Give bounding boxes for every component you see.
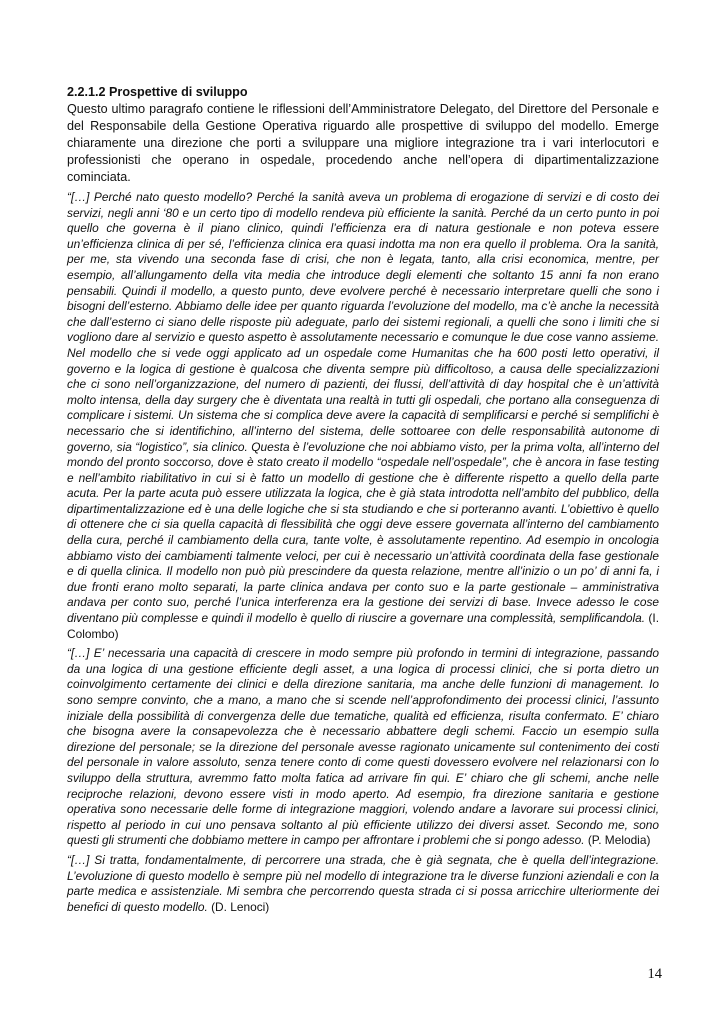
quote-colombo — [67, 190, 659, 642]
quote-melodia — [67, 646, 659, 849]
quote-text: “[…] Si tratta, fondamentalmente, di percorrere una strada, che è già segnata, che è quella dell’integrazione. L’evoluzione di questo modello è sempre più nel modello di integrazione tra le diverse funzioni aziendali e con la parte medica e assistenziale. Mi sembra che percorrendo questa strada ci si possa arricchire ulteriormente dei benefici di questo modello. — [67, 852, 659, 914]
quote-text: “[…] E’ necessaria una capacità di crescere in modo sempre più profondo in termini di integrazione, passando da una logica di una gestione efficiente degli asset, a una logica di processi clinici, che si porta dietro un coinvolgimento certamente dei clinici e della direzione sanitaria, ma anche delle funzioni di management. Io sono sempre convinto, che a mano, a mano che si scende nell’approfondimento dei processi clinici, l’assunto iniziale della possibilità di convergenza delle due tematiche, qualità ed efficienza, risulta confermato. E’ chiaro che bisogna avere la consapevolezza che è necessario abbattere degli schemi. Faccio un esempio sulla direzione del personale; se la direzione del personale avesse ragionato unicamente sul contenimento dei costi del personale in valore assoluto, senza tenere conto di come questi dovessero evolvere nel relazionarsi con lo sviluppo della struttura, avremmo fatto molta fatica ad arrivare fin qui. E’ chiaro che gli schemi, anche nelle reciproche relazioni, devono essere visti in modo aperto. Ad esempio, fra direzione sanitaria e gestione operativa sono necessarie delle forme di integrazione maggiori, volendo andare a lavorare sui processi clinici, rispetto al periodo in cui uno pensava soltanto al più efficiente utilizzo dei diversi asset. Secondo me, sono questi gli strumenti che dobbiamo mettere in campo per affrontare i problemi che si pongo adesso. — [67, 646, 659, 848]
intro-paragraph: Questo ultimo paragrafo contiene le riflessioni dell’Amministratore Delegato, del Direttore del Personale e del Responsabile della Gestione Operativa riguardo alle prospettive di sviluppo del modello. Emerge chiaramente una direzione che porti a sviluppare una migliore integrazione tra i vari interlocutori e professionisti che operano in ospedale, procedendo anche nell’opera di dipartimentalizzazione cominciata. — [67, 102, 659, 184]
page-content — [67, 84, 659, 919]
quote-lenoci — [67, 853, 659, 915]
quote-attribution: (D. Lenoci) — [207, 899, 270, 914]
quote-text: “[…] Perché nato questo modello? Perché la sanità aveva un problema di erogazione di servizi e di costo dei servizi, negli anni ‘80 e un certo tipo di modello rendeva più efficiente la sanità. Perché da un certo punto in poi quello che governa è il piano clinico, quindi l’efficienza era di natura gestionale e non poteva essere un’efficienza clinica di per sé, l’efficienza clinica era quasi indotta ma non era quello il problema. Ora la sanità, per me, sta vivendo una seconda fase di crisi, che non è legata, tanto, alla crisi economica, mentre, per esempio, all’allungamento della vita media che introduce degli elementi che soltanto 15 anni fa non erano pensabili. Quindi il modello, a questo punto, deve evolvere perché è necessario interpretare quelli che sono i bisogni dell’esterno. Abbiamo delle idee per quanto riguarda l’evoluzione del modello, ma c’è anche la necessità che dall’esterno ci siano delle risposte più adeguate, parlo dei sistemi regionali, a quelli che sono i limiti che si vogliono dare al servizio e questo aspetto è assolutamente necessario e comunque le due cose vanno assieme. Nel modello che si vede oggi applicato ad un ospedale come Humanitas che ha 600 posti letto operativi, il governo e la logica di gestione è qualcosa che diventa sempre più difficoltoso, a causa delle specializzazioni che ci sono nell’organizzazione, del numero di pazienti, dei flussi, dell’attività di day hospital che è un’attività molto intensa, della day surgery che è diventata una realtà in tutti gli ospedali, che portano alla conseguenza di complicare i sistemi. Un sistema che si complica deve avere la capacità di semplificarsi e perché si semplifichi è necessario che si identifichino, all’interno del sistema, delle sottoaree con delle responsabilità autonome di governo, sia “logistico”, sia clinico. Questa è l’evoluzione che noi abbiamo visto, per la prima volta, all’interno del mondo del pronto soccorso, dove è stato creato il modello “ospedale nell’ospedale”, che è ancora in fase testing e nell’ambito riabilitativo in cui si è fatto un modello di gestione che è differente rispetto a quello della parte acuta. Per la parte acuta può essere utilizzata la logica, che è già stata introdotta nell’ambito del pubblico, della dipartimentalizzazione ed è una delle logiche che si sta studiando e che si porteranno avanti. L’obiettivo è quello di ottenere che ci sia quella capacità di flessibilità che oggi deve essere governata all’interno del cambiamento della cura, perché il cambiamento della cura, tante volte, è assolutamente repentino. Ad esempio in oncologia abbiamo visto dei cambiamenti talmente veloci, per cui è necessario un’attività coordinata della fase gestionale e di quella clinica. Il modello non può più prescindere da questa relazione, mentre all’inizio o un po’ di anni fa, i due fronti erano molto separati, la parte clinica andava per conto suo e la parte gestionale – amministrativa andava per conto suo, perché l’unica interferenza era la gestione dei servizi di base. Invece adesso le cose diventano più complesse e quindi il modello è quello di riuscire a governare una complessità, semplificandola. — [67, 190, 659, 626]
page-number: 14 — [647, 966, 662, 982]
quote-attribution: (P. Melodia) — [584, 833, 651, 848]
quote-attribution: (I. Colombo) — [67, 611, 659, 641]
section-heading: 2.2.1.2 Prospettive di sviluppo — [67, 85, 248, 99]
